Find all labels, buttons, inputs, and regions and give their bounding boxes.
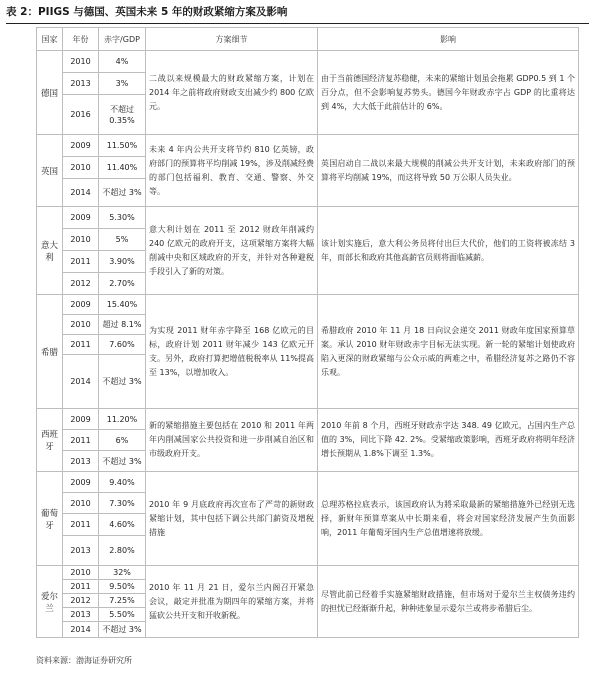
- table-body: [37, 51, 579, 638]
- deficit-cell: 11.40%: [99, 157, 146, 179]
- table-row: [37, 566, 579, 580]
- table-row: [37, 409, 579, 430]
- year-cell: 2009: [63, 409, 99, 430]
- source-note: 资料来源：渤海证券研究所: [36, 656, 132, 665]
- fiscal-austerity-table: [36, 27, 579, 638]
- plan-detail-cell: 2010 年 9 月底政府再次宣布了严苛的新财政紧缩计划，其中包括下调公共部门薪资及增税措施: [146, 472, 318, 566]
- year-cell: 2011: [63, 335, 99, 355]
- deficit-cell: 7.60%: [99, 335, 146, 355]
- year-cell: 2013: [63, 73, 99, 95]
- year-cell: 2014: [63, 622, 99, 638]
- header-year: 年份: [63, 28, 99, 51]
- deficit-cell: 超过 8.1%: [99, 315, 146, 335]
- year-cell: 2011: [63, 430, 99, 451]
- plan-detail-cell: 意大利计划在 2011 至 2012 财政年削减约 240 亿欧元的政府开支，这项紧缩方案将大幅削减中央和区域政府的开支，并针对各种避税手段引入了新的对策。: [146, 207, 318, 295]
- deficit-cell: 9.50%: [99, 580, 146, 594]
- deficit-cell: 不超过 0.35%: [99, 95, 146, 135]
- country-cell: 爱尔兰: [37, 566, 63, 638]
- year-cell: 2011: [63, 251, 99, 273]
- deficit-cell: 3%: [99, 73, 146, 95]
- plan-detail-cell: 新的紧缩措施主要包括在 2010 和 2011 年两年内削减国家公共投资和进一步削减自治区和市级政府开支。: [146, 409, 318, 472]
- deficit-cell: 5%: [99, 229, 146, 251]
- impact-cell: 由于当前德国经济复苏稳健，未来的紧缩计划虽会拖累 GDP0.5 到 1 个百分点，但不会影响复苏势头。德国今年财政赤字占 GDP 的比重将达到 4%，大大低于此前估计的 6%。: [318, 51, 579, 135]
- deficit-cell: 4.60%: [99, 514, 146, 536]
- country-cell: 西班牙: [37, 409, 63, 472]
- deficit-cell: 9.40%: [99, 472, 146, 493]
- deficit-cell: 3.90%: [99, 251, 146, 273]
- caption-rule: [6, 23, 589, 24]
- year-cell: 2009: [63, 135, 99, 157]
- year-cell: 2012: [63, 273, 99, 295]
- deficit-cell: 5.30%: [99, 207, 146, 229]
- impact-cell: 该计划实施后，意大利公务员将付出巨大代价，他们的工资将被冻结 3 年，而部长和政府其他高薪官员则将面临减薪。: [318, 207, 579, 295]
- deficit-cell: 7.25%: [99, 594, 146, 608]
- table-caption: [6, 2, 589, 22]
- year-cell: 2013: [63, 451, 99, 472]
- impact-cell: 英国启动自二战以来最大规模的削减公共开支计划，未来政府部门的预算将平均削减 19%，而这将导致 50 万公职人员失业。: [318, 135, 579, 207]
- deficit-cell: 11.50%: [99, 135, 146, 157]
- deficit-cell: 不超过 3%: [99, 355, 146, 409]
- impact-cell: 2010 年前 8 个月，西班牙财政赤字达 348. 49 亿欧元，占国内生产总值的 3%，同比下降 42. 2%。受紧缩政策影响，西班牙政府将明年经济增长预期从 1.8%下调至 1.3%。: [318, 409, 579, 472]
- deficit-cell: 32%: [99, 566, 146, 580]
- plan-detail-cell: 未来 4 年内公共开支将节约 810 亿英镑，政府部门的预算将平均削减 19%，涉及削减经费的部门包括福利、教育、交通、警察、外交等。: [146, 135, 318, 207]
- year-cell: 2014: [63, 179, 99, 207]
- year-cell: 2009: [63, 472, 99, 493]
- deficit-cell: 5.50%: [99, 608, 146, 622]
- table-row: [37, 135, 579, 157]
- year-cell: 2012: [63, 594, 99, 608]
- year-cell: 2013: [63, 608, 99, 622]
- plan-detail-cell: 为实现 2011 财年赤字降至 168 亿欧元的目标，政府计划 2011 财年减少 143 亿欧元开支。另外，政府打算把增值税税率从 11%提高至 13%，以增加收入。: [146, 295, 318, 409]
- country-cell: 意大利: [37, 207, 63, 295]
- deficit-cell: 不超过 3%: [99, 179, 146, 207]
- deficit-cell: 11.20%: [99, 409, 146, 430]
- deficit-cell: 不超过 3%: [99, 451, 146, 472]
- header-deficit: 赤字/GDP: [99, 28, 146, 51]
- deficit-cell: 2.70%: [99, 273, 146, 295]
- table-caption-text: 表 2：PIIGS 与德国、英国未来 5 年的财政紧缩方案及影响: [6, 6, 288, 18]
- deficit-cell: 6%: [99, 430, 146, 451]
- deficit-cell: 4%: [99, 51, 146, 73]
- year-cell: 2010: [63, 229, 99, 251]
- country-cell: 希腊: [37, 295, 63, 409]
- impact-cell: 总理苏格拉底表示，该国政府认为將采取最新的紧缩措施外已经别无选择，新财年预算草案从中长期来看，将会对国家经济发展产生负面影响，2011 年葡萄牙国内生产总值增速将放缓。: [318, 472, 579, 566]
- header-country: 国家: [37, 28, 63, 51]
- header-impact: 影响: [318, 28, 579, 51]
- year-cell: 2010: [63, 566, 99, 580]
- country-cell: 英国: [37, 135, 63, 207]
- year-cell: 2011: [63, 514, 99, 536]
- table-row: [37, 295, 579, 315]
- year-cell: 2010: [63, 315, 99, 335]
- year-cell: 2011: [63, 580, 99, 594]
- deficit-cell: 2.80%: [99, 536, 146, 566]
- country-cell: 葡萄牙: [37, 472, 63, 566]
- year-cell: 2009: [63, 295, 99, 315]
- table-row: [37, 207, 579, 229]
- plan-detail-cell: 2010 年 11 月 21 日，爱尔兰内阁召开紧急会议，敲定并批准为期四年的紧缩方案，并将猛砍公共开支和开收新税。: [146, 566, 318, 638]
- impact-cell: 希腊政府 2010 年 11 月 18 日向议会递交 2011 财政年度国家预算草案。承认 2010 财年财政赤字目标无法实现。新一轮的紧缩计划使政府陷入更深的财政紧缩与公众示威的两难之中，希腊经济复苏之路仍不容乐观。: [318, 295, 579, 409]
- year-cell: 2010: [63, 493, 99, 514]
- impact-cell: 尽管此前已经着手实施紧缩财政措施，但市场对于爱尔兰主权债务违约的担忧已经渐渐升起，种种迹象显示爱尔兰或将步希腊后尘。: [318, 566, 579, 638]
- year-cell: 2010: [63, 157, 99, 179]
- plan-detail-cell: 二战以来规模最大的财政紧缩方案，计划在 2014 年之前将政府财政支出减少约 800 亿欧元。: [146, 51, 318, 135]
- year-cell: 2014: [63, 355, 99, 409]
- year-cell: 2010: [63, 51, 99, 73]
- header-row: [37, 28, 579, 51]
- year-cell: 2013: [63, 536, 99, 566]
- year-cell: 2009: [63, 207, 99, 229]
- deficit-cell: 不超过 3%: [99, 622, 146, 638]
- deficit-cell: 15.40%: [99, 295, 146, 315]
- header-plan: 方案细节: [146, 28, 318, 51]
- country-cell: 德国: [37, 51, 63, 135]
- table-row: [37, 51, 579, 73]
- year-cell: 2016: [63, 95, 99, 135]
- deficit-cell: 7.30%: [99, 493, 146, 514]
- table-row: [37, 472, 579, 493]
